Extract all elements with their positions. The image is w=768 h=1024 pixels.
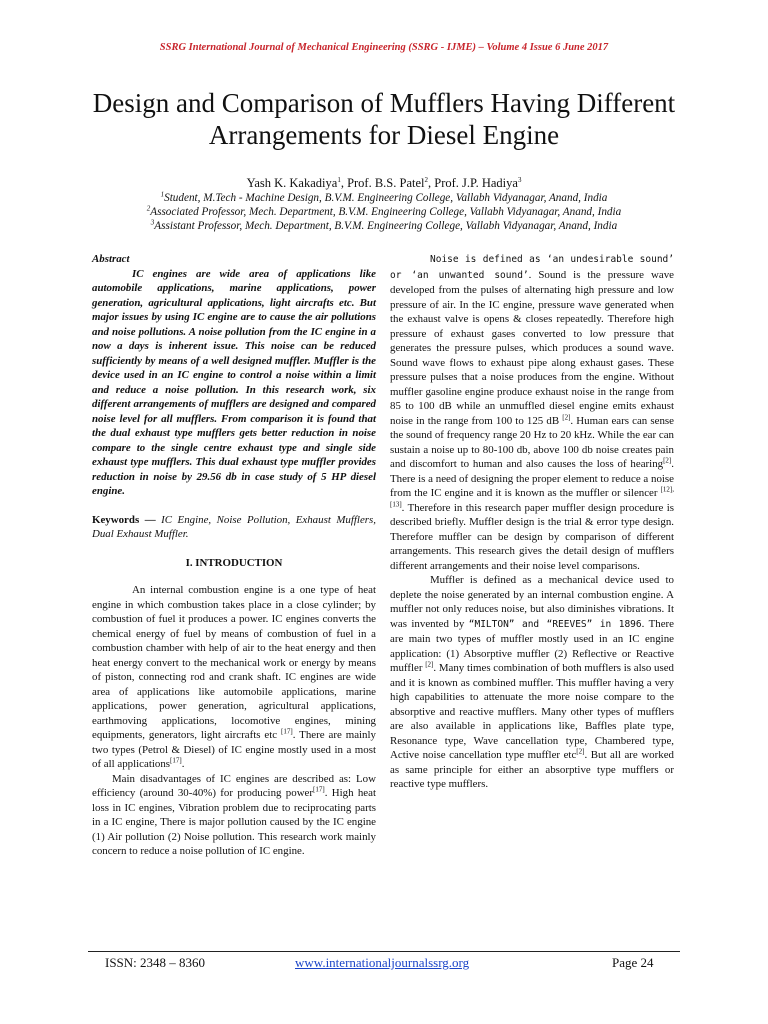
footer-page-number: Page 24 — [612, 955, 654, 970]
affiliation-1: $^1$Student, M.Tech - Machine Design, B.V.M. Engineering College, Vallabh Vidyanagar, Anand, India — [160, 190, 608, 204]
text-run: . — [181, 758, 185, 770]
text-run: . But all are worked as same principle for either an absorptive type mufflers or reactive type mufflers. — [390, 749, 674, 790]
text-run: . There are mainly two types (Petrol & Diesel) of IC engine mostly used in a most of all applications — [92, 729, 376, 770]
abstract-body: IC engines are wide area of applications like automobile applications, marine applications, power generation, agricultural applications, light aircrafts etc. But major issues by using IC engine are to cause the air pollutions and noise pollutions. A noise pollution from the IC engine in a now a days is inherent issue. This noise can be reduced sufficiently by means of a well designed muffler. Muffler is the device used in an IC engine to control a noise within a limit and reduce a noise pollution. In this research work, six different arrangements of mufflers are designed and compared noise level for all mufflers. From comparison it is found that the dual exhaust type mufflers gets better reduction in noise compare to the single centre exhaust type and single side exhaust type mufflers. This dual exhaust type muffler provides reduction in noise by 29.56 db in case study of 5 HP diesel engine. — [92, 267, 376, 497]
keywords-text: IC Engine, Noise Pollution, Exhaust Mufflers, Dual Exhaust Muffler. — [92, 513, 376, 540]
text-run: “MILTON” and “REEVES” in 1896 — [468, 618, 642, 630]
abstract-heading: Abstract — [92, 253, 130, 265]
text-run: . Therefore in this research paper muffler design procedure is described briefly. Muffler design is the trial & error type design. Therefore muffler can be design by comparison of different arrangements. This research gives the detail design of mufflers different arrangements and their noise level comparisons. — [390, 501, 674, 572]
author-sep: , — [340, 176, 348, 190]
left-column — [92, 252, 376, 859]
section-heading: I. INTRODUCTION — [185, 556, 283, 569]
text-run: Main disadvantages of IC engines are described as: Low efficiency (around 30-40%) for producing power — [92, 772, 376, 799]
affiliation-text: Student, M.Tech - Machine Design, B.V.M. Engineering College, Vallabh Vidyanagar, Anand, India — [164, 192, 608, 204]
text-run: . Many times combination of both mufflers is also used and it is known as combined muffler. This muffler having a very high capabilities to attenuate the more noise compare to the absorptive and reactive mufflers. Many other types of mufflers are also available in applications like, Baffles plate type, Resonance type, Wave cancellation type, Chambered type, Active noise cancellation type muffler etc — [390, 662, 675, 761]
muffler-paragraph — [390, 573, 674, 792]
journal-header: SSRG International Journal of Mechanical Engineering (SSRG - IJME) – Volume 4 Issue 6 June 2017 — [159, 42, 609, 53]
footer-url-link[interactable]: www.internationaljournalssrg.org — [295, 955, 470, 970]
text-run: . Human ears can sense the sound of frequency range 20 Hz to 20 kHz. While the ear can sustain a noise up to 80-100 db, above 100 db noise creates pain and discomfort to human and also causes the loss of hearing — [390, 414, 674, 470]
citation: [17] — [313, 785, 325, 794]
text-run: . There is a need of designing the proper element to reduce a noise from the IC engine and it is known as the muffler or silencer — [390, 458, 674, 499]
citation: [2] — [663, 456, 672, 465]
affiliation-text: Assistant Professor, Mech. Department, B.V.M. Engineering College, Vallabh Vidyanagar, Anand, India — [154, 220, 618, 232]
affiliation-3: $^3$Assistant Professor, Mech. Department, B.V.M. Engineering College, Vallabh Vidyanagar, Anand, India — [150, 218, 618, 232]
author-2: Prof. B.S. Patel — [347, 176, 425, 190]
footer-divider — [88, 951, 680, 952]
paper-title: Design and Comparison of Mufflers Having Different Arrangements for Diesel Engine — [92, 88, 676, 150]
text-run: . There are main two types of muffler mostly used in an IC engine application: (1) Absorptive muffler (2) Reflective or Reactive muffler — [390, 617, 674, 674]
author-1: Yash K. Kakadiya — [246, 176, 338, 190]
affiliation-text: Associated Professor, Mech. Department, B.V.M. Engineering College, Vallabh Vidyanagar, Anand, India — [150, 206, 622, 218]
footer-issn: ISSN: 2348 – 8360 — [105, 955, 206, 970]
text-run: Noise is defined as ‘an undesirable sound’ or ‘an unwanted sound’ — [390, 254, 674, 281]
keywords-label: Keywords — — [92, 513, 156, 526]
citation: [2] — [576, 747, 585, 756]
citation: [12], [13] — [390, 485, 674, 508]
affiliation-2: $^2$Associated Professor, Mech. Department, B.V.M. Engineering College, Vallabh Vidyanagar, Anand, India — [146, 204, 622, 218]
text-run: . High heat loss in IC engines, Vibration problem due to reciprocating parts in a IC engine, There is major pollution caused by the IC engine (1) Air pollution (2) Noise pollution. This research work mainly concern to reduce a noise pollution of IC engine. — [92, 787, 377, 857]
author-sep: , — [428, 176, 435, 190]
citation: [17] — [170, 756, 182, 765]
citation: [2] — [425, 660, 434, 669]
author-3: Prof. J.P. Hadiya — [434, 176, 518, 190]
keywords — [92, 513, 376, 542]
citation: [2] — [562, 412, 571, 421]
citation: [17] — [281, 727, 293, 736]
text-run: . Sound is the pressure wave developed from the pulses of alternating high pressure and low pressure of air. In the IC engine, pressure wave generated when the exhaust valve is opens & closes repeatedly. Therefore high pressure of exhaust gases converted to low pressure that generates the pressure pulses, which produces a sound wave. Sound wave flows to exhaust pipe along exhaust gases. These pressure pulses that a noise produces from the engine. Without muffler gasoline engine produce exhaust noise in the range from 85 to 100 dB while an unmuffled diesel engine emits exhaust noise in the range from 100 to 125 dB — [390, 268, 674, 427]
author-list: Yash K. Kakadiya$^1$, Prof. B.S. Patel$^2$, Prof. J.P. Hadiya$^3$ — [246, 175, 522, 190]
text-run: An internal combustion engine is a one type of heat engine in which combustion takes place in a close cylinder; by combustion of fuel it produces a power. IC engines converts the chemical energy of fuel by means of combustion of fuel in a combustion chamber with help of air to the heat energy and then heat energy convert to the mechanical work or energy by means of piston, connecting rod and crank shaft. IC engines are wide area of applications like automobile applications, marine applications, power generation, agricultural applications, earthmoving applications, locomotive engines, mining equipments, generators, light aircrafts etc — [92, 584, 376, 741]
noise-paragraph — [390, 252, 674, 573]
right-column — [390, 252, 674, 792]
intro-paragraph-1 — [92, 583, 376, 772]
intro-paragraph-2 — [92, 772, 376, 859]
text-run: Muffler is defined as a mechanical device used to deplete the noise generated by an internal combustion engine. A muffler not only reduces noise, but also diminishes vibrations. It was invented by — [390, 574, 674, 630]
